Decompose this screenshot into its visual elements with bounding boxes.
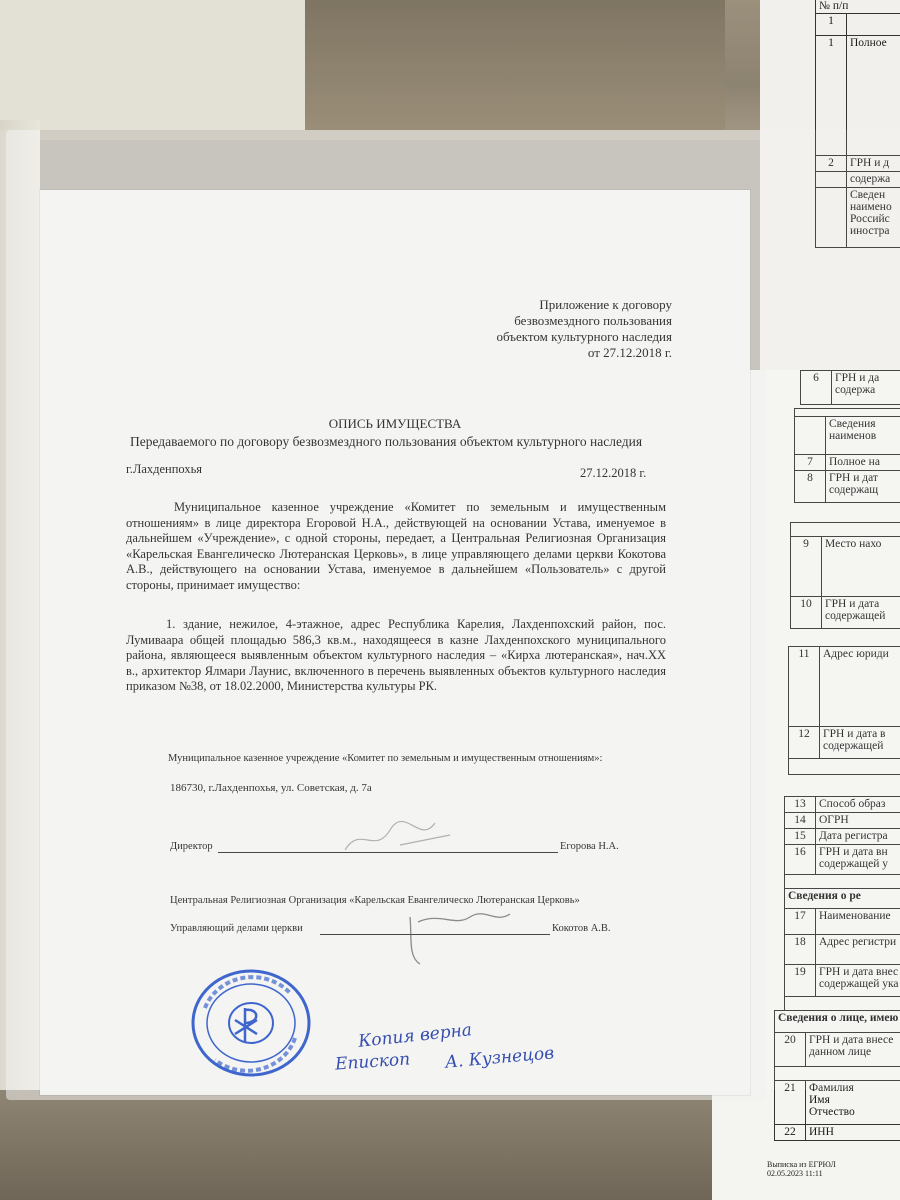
table-row: ИНН (806, 1125, 900, 1141)
table-row: Дата регистра (816, 829, 900, 845)
table-row: Сведения наименов (826, 417, 900, 455)
table-row: Адрес регистри (816, 935, 900, 965)
document-subtitle: Передаваемого по договору безвозмездного пользования объектом культурного наследия (130, 434, 643, 449)
table-row: 2 (816, 156, 847, 172)
top-left-paper (0, 0, 305, 130)
document-date: 27.12.2018 г. (580, 466, 647, 480)
table-row: 1 (816, 36, 847, 156)
table-row: ГРН и дат содержащ (826, 471, 900, 503)
table-row: ГРН и дата в содержащей (820, 727, 900, 759)
document-city: г.Лахденпохья (126, 462, 203, 476)
section-header: Сведения о ре (785, 889, 900, 909)
handwritten-certified: Копия верна (357, 1020, 473, 1052)
manager-label: Управляющий делами церкви (170, 923, 303, 934)
institution-name: Муниципальное казенное учреждение «Комитет по земельным и имущественным отношениям»: (168, 753, 603, 764)
egrul-footer: Выписка из ЕГРЮЛ 02.05.2023 11:11 (767, 1160, 836, 1178)
table-row: ГРН и дата внесе данном лице (806, 1033, 900, 1067)
right-sheet-egrul: 6 ГРН и да содержа Сведения наименов 7 Полное на 8 ГРН и дат содержащ 9 Место нахо 10 ГРН и дата содержащей 11 Адрес юриди 12 ГРН и дата в содержащей 13 Способ образ 14 ОГРН 15 Дата регистра 16 ГРН и дата вн содержащей у Сведения о ре 17 Наименование 18 Адрес регистри 19 ГРН и дата внес содержащей ука Сведения о лице, имею 20 ГРН и дата внесе данном лице 21 Фамилия Имя Отчество 22 ИНН Выписка из ЕГРЮЛ 02.05.2023 11:11 (712, 370, 900, 1200)
manager-name: Кокотов А.В. (552, 923, 611, 934)
parties-paragraph: Муниципальное казенное учреждение «Комитет по земельным и имущественным отношениям» в лице директора Егоровой Н.А., действующей на основании Устава, именуемое в дальнейшем «Учреждение», с одной стороны, передает, а Центральная Религиозная Организация «Карельская Евангелическо Лютеранская Церковь», в лице управляющего делами церкви Кокотова А.В., действующего на основании Устава, именуемое в дальнейшем «Пользователь» с другой стороны, принимает имущество: (126, 500, 666, 592)
table-row: Сведен наимено Российс иностра (847, 188, 900, 248)
table-header: № п/п (816, 0, 900, 14)
plastic-glare (0, 130, 900, 1090)
board-panel (305, 0, 725, 130)
table-row: Фамилия Имя Отчество (806, 1081, 900, 1125)
institution-address: 186730, г.Лахденпохья, ул. Советская, д. 7а (170, 782, 372, 794)
table-row: ОГРН (816, 813, 900, 829)
property-paragraph: 1. здание, нежилое, 4-этажное, адрес Республика Карелия, Лахденпохский район, пос. Лумиваара общей площадью 586,3 кв.м., находящееся в казне Лахденпохского муниципального района, являющееся выявленным объектом культурного наследия – «Кирха лютеранская», нач.XX в., архитектор Ялмари Лаунис, включенного в перечень выявленных объектов культурного наследия приказом №38, от 18.02.2000, Министерства культуры РК. (126, 617, 666, 694)
table-row: Место нахо (822, 537, 900, 597)
egrul-table-top: № п/п 1 1 Полное 2 ГРН и д содержа Сведен наимено Российс иностра (815, 0, 900, 248)
table-row: ГРН и дата содержащей (822, 597, 900, 629)
table-row: ГРН и дата внес содержащей ука (816, 965, 900, 997)
church-name: Центральная Религиозная Организация «Карельская Евангелическо Лютеранская Церковь» (170, 895, 580, 906)
section-header: Сведения о лице, имею (775, 1011, 900, 1033)
director-name: Егорова Н.А. (560, 841, 619, 852)
table-row: Наименование (816, 909, 900, 935)
appendix-block: Приложение к договору безвозмездного пользования объектом культурного наследия от 27.12.2018 г. (496, 297, 672, 360)
handwritten-bishop: Епископ (334, 1049, 411, 1075)
handwritten-signature-name: А. Кузнецов (444, 1043, 555, 1073)
egrul-table: 6 ГРН и да содержа (800, 370, 900, 405)
table-row: ГРН и дата вн содержащей у (816, 845, 900, 875)
table-row: Способ образ (816, 797, 900, 813)
director-label: Директор (170, 841, 213, 852)
table-row: Полное на (826, 455, 900, 471)
document-title: ОПИСЬ ИМУЩЕСТВА (328, 416, 462, 431)
table-row: Адрес юриди (820, 647, 900, 727)
